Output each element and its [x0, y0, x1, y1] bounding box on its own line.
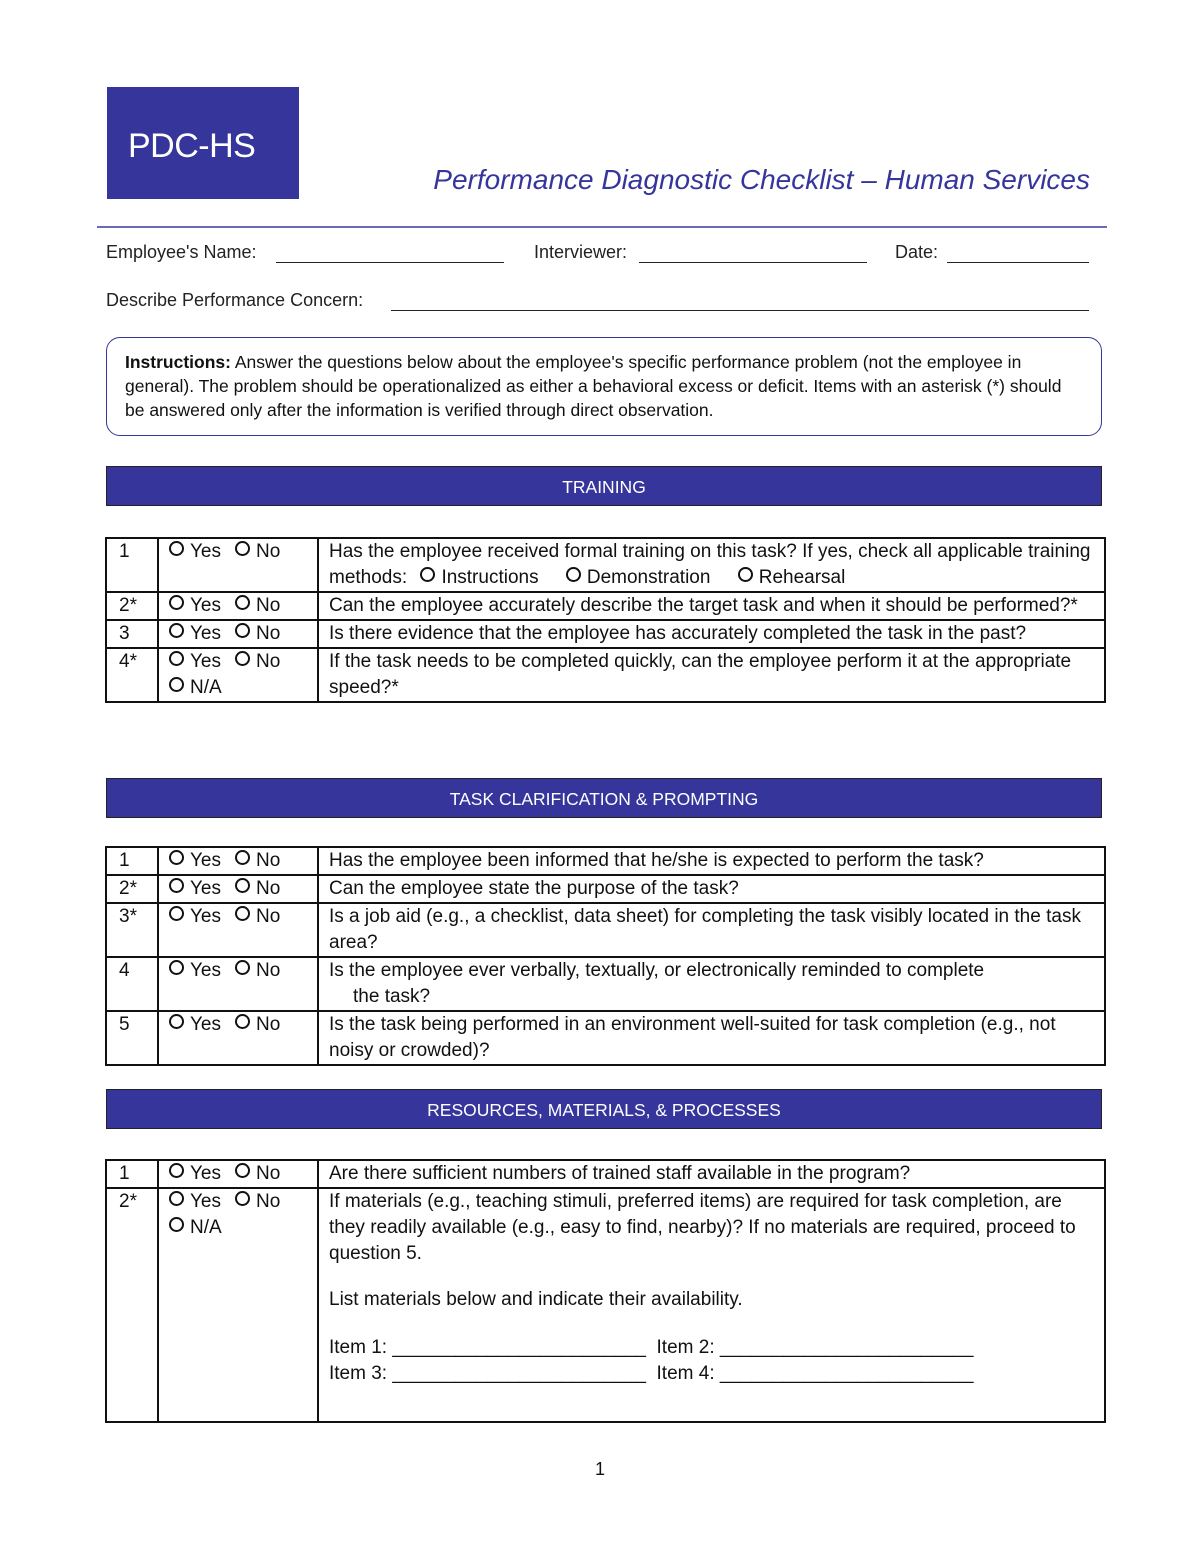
yes-radio[interactable]	[169, 651, 221, 672]
interviewer-field[interactable]	[639, 262, 867, 263]
pdc-hs-logo	[107, 87, 299, 199]
question-number: 4*	[106, 648, 158, 702]
yes-label: Yes	[190, 1163, 221, 1184]
yes-radio[interactable]	[169, 1014, 221, 1035]
yes-label: Yes	[190, 1191, 221, 1212]
answer-options	[158, 648, 318, 702]
radio-circle-icon	[235, 1163, 250, 1178]
table-row	[106, 620, 1105, 648]
employee-name-label: Employee's Name:	[106, 242, 257, 262]
method-rehearsal-radio[interactable]	[738, 567, 846, 588]
yes-label: Yes	[190, 541, 221, 562]
question-text: If the task needs to be completed quickly, can the employee perform it at the appropriate speed?*	[318, 648, 1105, 702]
section-header-task-clarification: TASK CLARIFICATION & PROMPTING	[106, 778, 1102, 818]
question-text: Is the task being performed in an environment well-suited for task completion (e.g., not noisy or crowded)?	[318, 1011, 1105, 1065]
item-3-field[interactable]: Item 3: ________________________	[329, 1363, 646, 1384]
yes-label: Yes	[190, 850, 221, 871]
logo-text: PDC-HS	[128, 127, 256, 165]
question-number: 2*	[106, 875, 158, 903]
no-radio[interactable]	[235, 906, 280, 927]
interviewer-label: Interviewer:	[534, 242, 628, 262]
yes-radio[interactable]	[169, 1191, 221, 1212]
radio-circle-icon	[235, 595, 250, 610]
training-table	[105, 537, 1106, 703]
radio-circle-icon	[235, 1014, 250, 1029]
table-row	[106, 1188, 1105, 1422]
materials-instruction: List materials below and indicate their availability.	[329, 1289, 743, 1310]
yes-label: Yes	[190, 960, 221, 981]
question-text: Is there evidence that the employee has accurately completed the task in the past?	[318, 620, 1105, 648]
answer-options	[158, 538, 318, 592]
question-number: 1	[106, 538, 158, 592]
item-1-field[interactable]: Item 1: ________________________	[329, 1337, 646, 1358]
yes-radio[interactable]	[169, 623, 221, 644]
radio-circle-icon	[235, 541, 250, 556]
method-label: Demonstration	[586, 567, 711, 588]
table-row	[106, 875, 1105, 903]
question-text: Can the employee state the purpose of the task?	[318, 875, 1105, 903]
question-number: 3	[106, 620, 158, 648]
na-radio[interactable]	[169, 1217, 222, 1238]
radio-circle-icon	[235, 906, 250, 921]
radio-circle-icon	[169, 906, 184, 921]
question-number: 4	[106, 957, 158, 1011]
no-label: No	[256, 906, 281, 927]
yes-radio[interactable]	[169, 906, 221, 927]
date-field[interactable]	[947, 262, 1089, 263]
answer-options	[158, 903, 318, 957]
radio-circle-icon	[169, 1191, 184, 1206]
no-radio[interactable]	[235, 651, 280, 672]
radio-circle-icon	[169, 677, 184, 692]
answer-options	[158, 957, 318, 1011]
na-label: N/A	[190, 1217, 222, 1238]
no-label: No	[256, 1014, 281, 1035]
item-2-field[interactable]: Item 2: ________________________	[656, 1337, 974, 1358]
answer-options	[158, 1188, 318, 1422]
method-label: Rehearsal	[758, 567, 846, 588]
radio-circle-icon	[169, 850, 184, 865]
no-label: No	[256, 541, 281, 562]
radio-circle-icon	[235, 850, 250, 865]
question-text-line: If materials (e.g., teaching stimuli, preferred items) are required for task completion, are they readily available (e.g., easy to find, nearby)? If no materials are required, proceed to question 5.	[329, 1191, 1076, 1264]
no-radio[interactable]	[235, 878, 280, 899]
question-text: Are there sufficient numbers of trained staff available in the program?	[318, 1160, 1105, 1188]
answer-options	[158, 847, 318, 875]
item-4-field[interactable]: Item 4: ________________________	[656, 1363, 974, 1384]
header-divider	[97, 226, 1107, 228]
na-label: N/A	[190, 677, 222, 698]
question-text: Is a job aid (e.g., a checklist, data sheet) for completing the task visibly located in the task area?	[318, 903, 1105, 957]
question-text-line: the task?	[353, 986, 431, 1007]
radio-circle-icon	[169, 878, 184, 893]
answer-options	[158, 620, 318, 648]
concern-label: Describe Performance Concern:	[106, 290, 364, 310]
no-radio[interactable]	[235, 1014, 280, 1035]
method-demonstration-radio[interactable]	[566, 567, 711, 588]
method-instructions-radio[interactable]	[420, 567, 538, 588]
no-radio[interactable]	[235, 960, 280, 981]
question-number: 5	[106, 1011, 158, 1065]
answer-options	[158, 1011, 318, 1065]
table-row	[106, 1160, 1105, 1188]
materials-items	[329, 1335, 1096, 1387]
question-text-line: Is the employee ever verbally, textually, or electronically reminded to complete	[329, 960, 985, 981]
concern-field[interactable]	[391, 310, 1089, 311]
answer-options	[158, 875, 318, 903]
radio-circle-icon	[169, 1217, 184, 1232]
no-label: No	[256, 595, 281, 616]
yes-radio[interactable]	[169, 1163, 221, 1184]
yes-radio[interactable]	[169, 541, 221, 562]
no-label: No	[256, 1191, 281, 1212]
radio-circle-icon	[169, 541, 184, 556]
question-text	[318, 1188, 1105, 1422]
answer-options	[158, 1160, 318, 1188]
no-label: No	[256, 850, 281, 871]
instructions-label: Instructions:	[125, 352, 231, 372]
radio-circle-icon	[169, 960, 184, 975]
question-text	[318, 957, 1105, 1011]
employee-name-field[interactable]	[276, 262, 504, 263]
task-clarification-table	[105, 846, 1106, 1066]
radio-circle-icon	[169, 623, 184, 638]
resources-table	[105, 1159, 1106, 1423]
question-number: 1	[106, 847, 158, 875]
no-radio[interactable]	[235, 595, 280, 616]
table-row	[106, 538, 1105, 592]
radio-circle-icon	[235, 878, 250, 893]
section-header-resources: RESOURCES, MATERIALS, & PROCESSES	[106, 1089, 1102, 1129]
yes-label: Yes	[190, 595, 221, 616]
yes-label: Yes	[190, 1014, 221, 1035]
no-label: No	[256, 878, 281, 899]
yes-label: Yes	[190, 906, 221, 927]
no-radio[interactable]	[235, 623, 280, 644]
no-label: No	[256, 960, 281, 981]
table-row	[106, 903, 1105, 957]
table-row	[106, 592, 1105, 620]
radio-circle-icon	[420, 567, 435, 582]
yes-label: Yes	[190, 651, 221, 672]
radio-circle-icon	[566, 567, 581, 582]
question-text-line: Has the employee received formal training on this task? If yes, check all applicable training methods:	[329, 541, 1091, 588]
question-number: 1	[106, 1160, 158, 1188]
no-label: No	[256, 1163, 281, 1184]
radio-circle-icon	[169, 1014, 184, 1029]
table-row	[106, 847, 1105, 875]
document-title: Performance Diagnostic Checklist – Human Services	[433, 164, 1090, 195]
no-radio[interactable]	[235, 541, 280, 562]
radio-circle-icon	[235, 1191, 250, 1206]
answer-options	[158, 592, 318, 620]
yes-label: Yes	[190, 623, 221, 644]
na-radio[interactable]	[169, 677, 222, 698]
yes-radio[interactable]	[169, 960, 221, 981]
radio-circle-icon	[169, 651, 184, 666]
no-radio[interactable]	[235, 850, 280, 871]
no-label: No	[256, 651, 281, 672]
question-number: 2*	[106, 592, 158, 620]
table-row	[106, 1011, 1105, 1065]
date-label: Date:	[895, 242, 939, 262]
radio-circle-icon	[169, 1163, 184, 1178]
radio-circle-icon	[169, 595, 184, 610]
no-radio[interactable]	[235, 1163, 280, 1184]
yes-radio[interactable]	[169, 878, 221, 899]
question-text	[318, 538, 1105, 592]
table-row	[106, 957, 1105, 1011]
method-label: Instructions	[441, 567, 539, 588]
instructions-text: Answer the questions below about the employee's specific performance problem (not the employee in general). The problem should be operationalized as either a behavioral excess or deficit. Items with an asterisk (*) should be answered only after the information is verified through direct observation.	[125, 352, 1062, 420]
no-radio[interactable]	[235, 1191, 280, 1212]
table-row	[106, 648, 1105, 702]
yes-radio[interactable]	[169, 595, 221, 616]
radio-circle-icon	[738, 567, 753, 582]
yes-radio[interactable]	[169, 850, 221, 871]
radio-circle-icon	[235, 960, 250, 975]
instructions-box	[106, 337, 1102, 436]
yes-label: Yes	[190, 878, 221, 899]
page-number: 1	[594, 1459, 605, 1479]
question-text: Can the employee accurately describe the target task and when it should be performed?*	[318, 592, 1105, 620]
question-text: Has the employee been informed that he/she is expected to perform the task?	[318, 847, 1105, 875]
question-number: 3*	[106, 903, 158, 957]
question-number: 2*	[106, 1188, 158, 1422]
section-header-training: TRAINING	[106, 466, 1102, 506]
radio-circle-icon	[235, 623, 250, 638]
radio-circle-icon	[235, 651, 250, 666]
no-label: No	[256, 623, 281, 644]
